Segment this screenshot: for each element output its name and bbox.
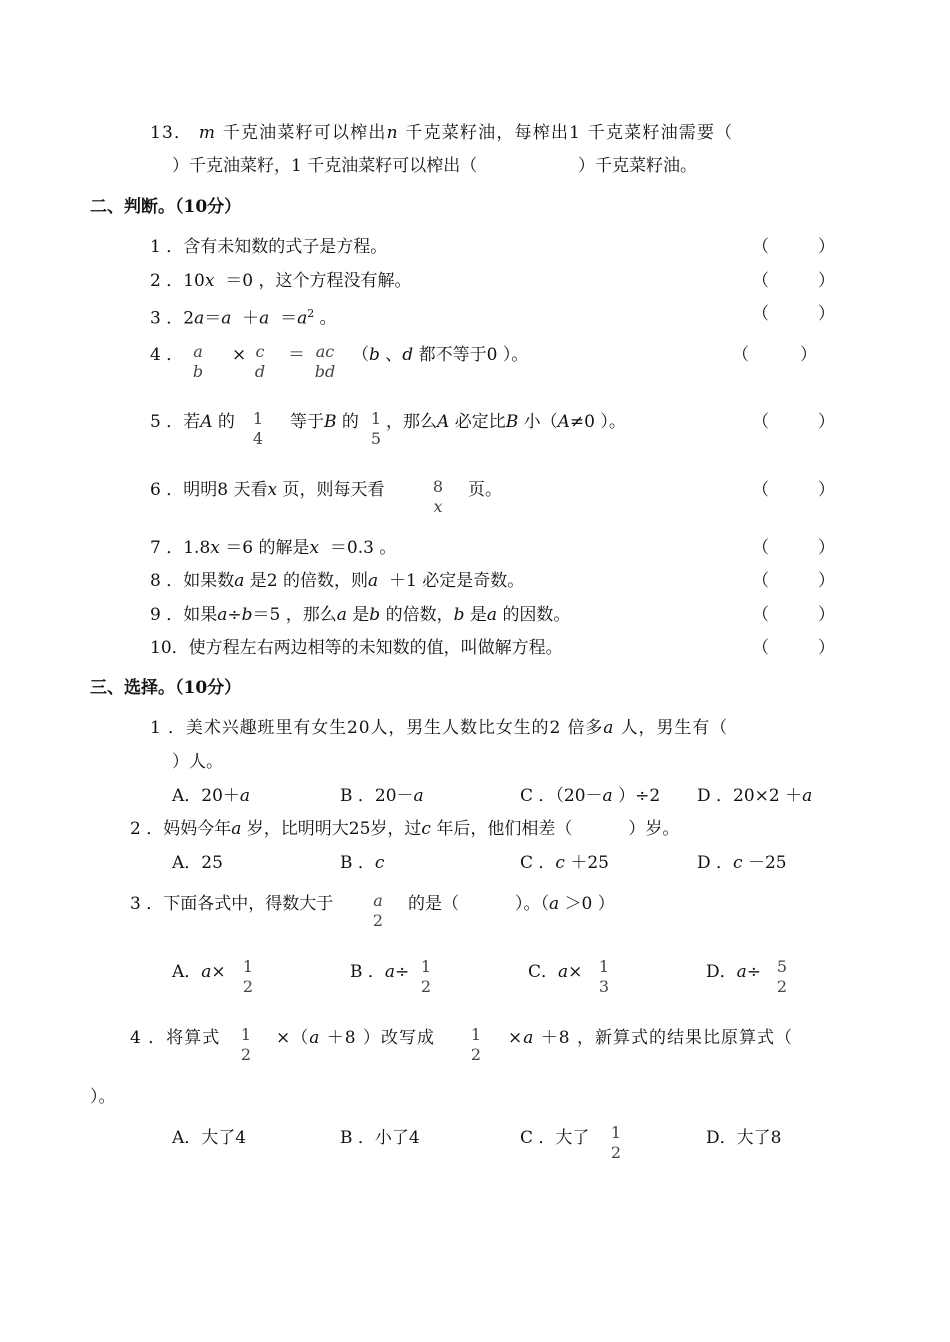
q-text: 必定比	[454, 412, 506, 432]
choice-q2-line1	[130, 818, 679, 840]
option-label: D．	[706, 962, 737, 982]
var: a	[368, 571, 379, 591]
fraction-a-b	[186, 342, 210, 382]
denominator: d	[254, 362, 266, 381]
judge-q8	[150, 570, 524, 592]
q-text: ＋8 ）改写成	[326, 1028, 436, 1048]
denominator: x	[433, 497, 443, 516]
choice-q4-option-c[interactable]: C ．大了	[520, 1128, 590, 1148]
q-text: ＝0 ，这个方程没有解。	[225, 271, 412, 291]
var: B	[505, 412, 519, 432]
q-text: 年后，他们相差（	[436, 819, 573, 839]
answer-paren-open-9[interactable]: （	[752, 605, 769, 625]
var: a	[201, 962, 212, 982]
numerator: 1	[610, 1123, 622, 1142]
q-number: 4 ．	[130, 1028, 167, 1048]
var: a	[221, 308, 232, 329]
q-text: 下面各式中，得数大于	[163, 894, 334, 914]
choice-q3-part2	[408, 893, 615, 915]
denominator: 2	[610, 1143, 622, 1162]
var: a	[736, 962, 747, 982]
denominator: 2	[470, 1045, 482, 1064]
fraction-1-2-opt-b	[414, 957, 438, 997]
choice-q3-part1	[130, 893, 333, 915]
choice-q1-option-b[interactable]	[340, 785, 424, 807]
choice-q4-option-b[interactable]: B ．小了4	[340, 1128, 420, 1148]
answer-paren-open-1[interactable]: （	[752, 237, 769, 257]
q-text: 页，则每天看	[282, 480, 385, 500]
var: a	[234, 571, 245, 591]
choice-q2-option-a[interactable]: A．25	[172, 853, 223, 873]
q-text: ）岁。	[628, 819, 680, 839]
var-n: n	[386, 123, 399, 143]
answer-paren-close-9[interactable]: ）	[818, 605, 835, 625]
var: c	[374, 853, 385, 873]
judge-q7	[150, 537, 396, 559]
numerator: c	[255, 342, 265, 361]
var: b	[369, 605, 381, 625]
denominator: 5	[370, 429, 382, 448]
choice-q1-line2: ）人。	[172, 752, 223, 772]
q-text: 的是（	[408, 894, 459, 914]
q-text: 如果	[183, 605, 218, 625]
exponent: 2	[307, 307, 315, 320]
fraction-c-d	[248, 342, 272, 382]
q-text: ＝0.3 。	[329, 538, 397, 558]
answer-paren-close-1[interactable]: ）	[818, 237, 835, 257]
choice-q1-option-a[interactable]	[172, 785, 250, 807]
denominator: 2	[240, 1045, 252, 1064]
answer-paren-close-7[interactable]: ）	[818, 538, 835, 558]
denominator: 3	[598, 977, 610, 996]
answer-paren-open-10[interactable]: （	[752, 638, 769, 658]
q-text: 岁，比明明大25岁，过	[246, 819, 422, 839]
numerator: 1	[420, 957, 432, 976]
choice-q1-option-d[interactable]	[697, 785, 812, 807]
q-text: 都不等于0 ）。	[418, 345, 529, 365]
q-number: 7 ．	[150, 538, 184, 558]
fraction-1-2-q4b	[464, 1025, 488, 1065]
q-text: 2	[183, 308, 195, 329]
equals-sign: ＝	[288, 345, 305, 365]
var: a	[239, 786, 251, 806]
q-text: 若	[183, 412, 201, 432]
answer-paren-close-2[interactable]: ）	[818, 271, 835, 291]
numerator: 1	[470, 1025, 482, 1044]
q-number: 3 ．	[150, 308, 184, 329]
var: b	[453, 605, 465, 625]
q-text: ，那么	[386, 412, 437, 432]
fraction-ac-bd	[310, 342, 340, 382]
option-label: B ．20－	[340, 786, 414, 806]
denominator: b	[192, 362, 204, 381]
answer-paren-open-8[interactable]: （	[752, 571, 769, 591]
q-number: 2 ．	[130, 819, 164, 839]
var: a	[309, 1028, 321, 1048]
fraction-1-3-opt-c	[592, 957, 616, 997]
q-text: 10	[183, 271, 205, 291]
operator: ×	[568, 962, 583, 982]
choice-q3-option-d[interactable]	[706, 961, 761, 983]
q-text: 是2 的倍数，则	[249, 571, 369, 591]
q-text: 的倍数，	[385, 605, 454, 625]
q-text: ＝6 的解是	[225, 538, 310, 558]
var: x	[309, 538, 320, 558]
option-label: D ．20×2 ＋	[697, 786, 803, 806]
var: a	[336, 605, 347, 625]
denominator: 2	[776, 977, 788, 996]
q-number: 1 ．	[150, 718, 186, 738]
var: c	[421, 819, 431, 839]
option-label: D ．	[697, 853, 734, 873]
numerator: 1	[598, 957, 610, 976]
denominator: bd	[314, 362, 336, 381]
option-text: ）÷2	[618, 786, 661, 806]
judge-q5-part2	[290, 411, 359, 433]
q-text: ÷	[227, 605, 242, 625]
q-text: （	[352, 345, 369, 365]
option-label: A．20＋	[172, 786, 240, 806]
choice-q2-option-c[interactable]	[520, 852, 609, 874]
option-label: C．	[528, 962, 559, 982]
judge-q1	[150, 236, 387, 258]
choice-q1-line1	[150, 717, 728, 739]
judge-q4	[150, 344, 183, 366]
var: a	[194, 308, 205, 329]
option-label: B ．	[340, 853, 375, 873]
q-text: 将算式	[166, 1028, 221, 1048]
var: d	[402, 345, 414, 365]
var: a	[231, 819, 242, 839]
answer-paren-close-3[interactable]: ）	[818, 304, 835, 324]
q-number: 5 ．	[150, 412, 184, 432]
var: c	[555, 853, 565, 873]
q-text: ＞0 ）	[564, 894, 615, 914]
operator: ÷	[395, 962, 410, 982]
denominator: 2	[242, 977, 254, 996]
q-text: ＋1 必定是奇数。	[388, 571, 525, 591]
choice-q3-option-a[interactable]	[172, 961, 226, 983]
answer-paren-open-5[interactable]: （	[752, 412, 769, 432]
q-text: ≠0 ）。	[569, 412, 626, 432]
q-text: 含有未知数的式子是方程。	[183, 237, 388, 257]
choice-q3-option-b[interactable]	[350, 961, 409, 983]
numerator: 8	[432, 477, 444, 496]
answer-paren-open-3[interactable]: （	[752, 304, 769, 324]
q-text: 是	[469, 605, 487, 625]
operator: ÷	[746, 962, 762, 982]
var: b	[369, 345, 380, 365]
var: x	[210, 538, 220, 558]
q-text: ＋8 ，新算式的结果比原算式（	[540, 1028, 794, 1048]
fraction-1-2-opt-a	[236, 957, 260, 997]
option-text: －25	[747, 853, 787, 873]
q-text: ）。（	[515, 894, 549, 914]
q-number: 1 ．	[150, 237, 184, 257]
fraction-1-2-q4a	[234, 1025, 258, 1065]
q-text: 人，男生有（	[620, 718, 729, 738]
option-label: C ．（20－	[520, 786, 603, 806]
answer-paren-open-2[interactable]: （	[752, 271, 769, 291]
choice-q2-option-b[interactable]	[340, 852, 384, 874]
q-text: 的	[217, 412, 235, 432]
q-text: 明明8 天看	[183, 480, 268, 500]
q-text: ＝	[204, 308, 222, 329]
q-text: 如果数	[183, 571, 235, 591]
var: A	[200, 412, 213, 432]
var: x	[267, 480, 278, 500]
var: B	[324, 412, 337, 432]
fraction-a-2	[366, 891, 390, 931]
var: a	[413, 786, 424, 806]
judge-q10	[150, 637, 563, 659]
judge-q5-part3	[386, 411, 626, 433]
denominator: 2	[420, 977, 432, 996]
q-text: 妈妈今年	[163, 819, 232, 839]
answer-paren-close-8[interactable]: ）	[818, 571, 835, 591]
judge-q2	[150, 270, 412, 292]
q-text: 美术兴趣班里有女生20人，男生人数比女生的2 倍多	[185, 718, 604, 738]
q13-text: 千克油菜籽可以榨出	[222, 123, 387, 143]
q-text: ×（	[276, 1028, 310, 1048]
answer-paren-close-5[interactable]: ）	[818, 412, 835, 432]
q-text: 1.8	[183, 538, 211, 558]
choice-q4-line2: ）。	[90, 1087, 116, 1107]
var: A	[437, 412, 450, 432]
q-text: 的	[341, 412, 359, 432]
option-label: C ．	[520, 853, 556, 873]
fraction-1-5	[364, 409, 388, 449]
var: a	[558, 962, 569, 982]
numerator: 1	[240, 1025, 252, 1044]
var: a	[603, 718, 615, 738]
var: a	[297, 308, 308, 329]
q-text: 的因数。	[502, 605, 571, 625]
q-number: 9 ．	[150, 605, 184, 625]
q-number: 8 ．	[150, 571, 184, 591]
choice-q4-option-d[interactable]: D．大了8	[706, 1128, 782, 1148]
var-m: m	[198, 123, 217, 143]
fraction-1-2-q4c	[604, 1123, 628, 1163]
choice-q3-option-c[interactable]	[528, 961, 582, 983]
times-sign: ×	[232, 345, 247, 365]
option-label: B ．	[350, 962, 385, 982]
q-text: 。	[319, 308, 337, 329]
var: c	[733, 853, 743, 873]
choice-q4-part2	[276, 1027, 435, 1049]
answer-paren-close-6[interactable]: ）	[818, 480, 835, 500]
q-text: 小（	[523, 412, 558, 432]
numerator: ac	[315, 342, 335, 361]
answer-paren-close-4[interactable]: ）	[800, 345, 817, 365]
var: A	[557, 412, 570, 432]
choice-q4-part3	[508, 1027, 793, 1049]
choice-q1-option-c[interactable]	[520, 785, 660, 807]
q-text: 是	[352, 605, 370, 625]
judge-q9	[150, 604, 570, 626]
var: a	[802, 786, 813, 806]
var: a	[602, 786, 613, 806]
q-text: ＋	[242, 308, 260, 329]
q13-number: 13．	[150, 123, 193, 143]
q-number: 3 ．	[130, 894, 164, 914]
var: a	[217, 605, 228, 625]
q-text: 使方程左右两边相等的未知数的值，叫做解方程。	[188, 638, 563, 658]
answer-paren-open-4[interactable]: （	[732, 345, 749, 365]
section-choice-title: 三、选择。（10分）	[90, 678, 242, 698]
numerator: a	[373, 891, 383, 910]
q-text: 、	[385, 345, 403, 365]
q13-text: ）千克菜籽油。	[578, 156, 698, 176]
q-text: ×	[508, 1028, 524, 1048]
q-number: 6 ．	[150, 480, 184, 500]
fraction-1-4	[246, 409, 270, 449]
fraction-5-2-opt-d	[770, 957, 794, 997]
var: a	[486, 605, 498, 625]
q13-text: ）千克油菜籽，1 千克油菜籽可以榨出（	[172, 156, 478, 176]
q13-line1	[150, 122, 733, 144]
judge-q3	[150, 303, 337, 330]
operator: ×	[211, 962, 226, 982]
numerator: 5	[776, 957, 788, 976]
denominator: 2	[372, 911, 384, 930]
option-label: A．	[172, 962, 202, 982]
numerator: 1	[370, 409, 382, 428]
var: a	[549, 894, 560, 914]
q13-line2	[172, 155, 697, 177]
var: a	[259, 308, 270, 329]
q-text: ＝5 ，那么	[252, 605, 337, 625]
q-text: ＝	[280, 308, 298, 329]
denominator: 4	[252, 429, 264, 448]
q-number: 2 ．	[150, 271, 184, 291]
numerator: a	[193, 342, 203, 361]
q-number: 10．	[150, 638, 189, 658]
var: b	[241, 605, 253, 625]
answer-paren-open-7[interactable]: （	[752, 538, 769, 558]
q-text: 等于	[290, 412, 324, 432]
section-judge-title: 二、判断。（10分）	[90, 197, 242, 217]
fraction-8-x	[426, 477, 450, 517]
q13-text: 千克菜籽油，每榨出1 千克菜籽油需要（	[405, 123, 734, 143]
choice-q2-option-d[interactable]	[697, 852, 787, 874]
judge-q4-condition	[352, 344, 528, 366]
judge-q6-part2: 页。	[468, 480, 502, 500]
judge-q6-part1	[150, 479, 384, 501]
var: a	[384, 962, 396, 982]
choice-q4-part1	[130, 1027, 220, 1049]
answer-paren-open-6[interactable]: （	[752, 480, 769, 500]
var: x	[204, 271, 215, 291]
var: a	[523, 1028, 535, 1048]
option-text: ＋25	[570, 853, 609, 873]
q-number: 4 ．	[150, 345, 184, 365]
choice-q4-option-a[interactable]: A．大了4	[172, 1128, 247, 1148]
numerator: 1	[242, 957, 254, 976]
answer-paren-close-10[interactable]: ）	[818, 638, 835, 658]
judge-q5-part1	[150, 411, 235, 433]
numerator: 1	[252, 409, 264, 428]
